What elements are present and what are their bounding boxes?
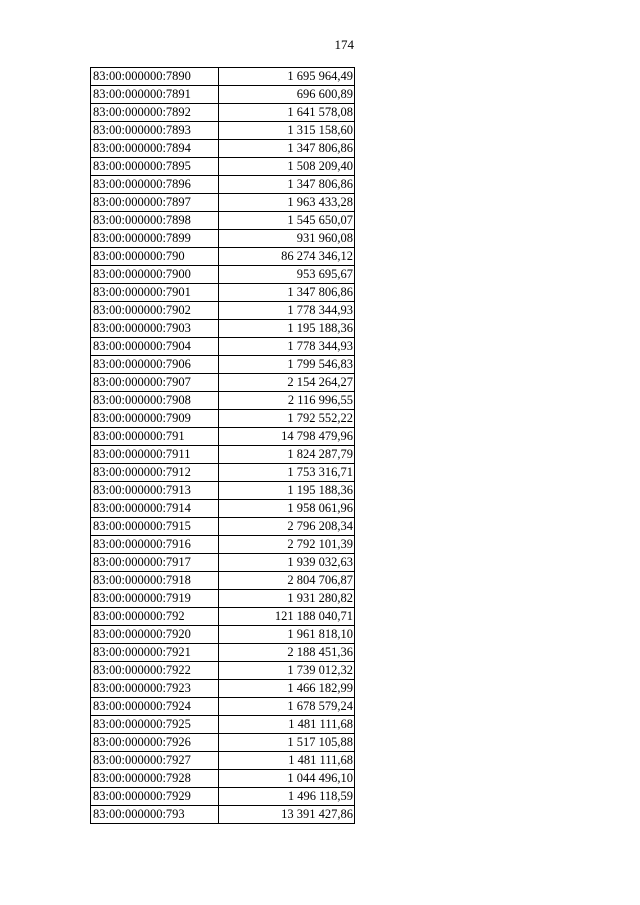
cadastral-number-cell: 83:00:000000:7909 xyxy=(91,410,219,428)
table-row xyxy=(91,428,355,446)
table-row xyxy=(91,338,355,356)
cadastral-number-cell: 83:00:000000:7898 xyxy=(91,212,219,230)
cadastral-number-cell: 83:00:000000:7894 xyxy=(91,140,219,158)
cadastral-number-cell: 83:00:000000:791 xyxy=(91,428,219,446)
value-cell: 1 315 158,60 xyxy=(219,122,355,140)
value-cell: 121 188 040,71 xyxy=(219,608,355,626)
cadastral-number-cell: 83:00:000000:7903 xyxy=(91,320,219,338)
cadastral-number-cell: 83:00:000000:7913 xyxy=(91,482,219,500)
value-cell: 86 274 346,12 xyxy=(219,248,355,266)
table-row xyxy=(91,644,355,662)
cadastral-number-cell: 83:00:000000:7893 xyxy=(91,122,219,140)
table-row xyxy=(91,626,355,644)
value-cell: 1 545 650,07 xyxy=(219,212,355,230)
cadastral-number-cell: 83:00:000000:7926 xyxy=(91,734,219,752)
table-row xyxy=(91,698,355,716)
table-row xyxy=(91,518,355,536)
table-row xyxy=(91,662,355,680)
table-row xyxy=(91,158,355,176)
value-cell: 13 391 427,86 xyxy=(219,806,355,824)
value-cell: 2 154 264,27 xyxy=(219,374,355,392)
cadastral-number-cell: 83:00:000000:7921 xyxy=(91,644,219,662)
value-cell: 1 778 344,93 xyxy=(219,302,355,320)
table-row xyxy=(91,500,355,518)
table-row xyxy=(91,284,355,302)
cadastral-number-cell: 83:00:000000:7919 xyxy=(91,590,219,608)
table-row xyxy=(91,122,355,140)
value-cell: 1 963 433,28 xyxy=(219,194,355,212)
value-cell: 1 739 012,32 xyxy=(219,662,355,680)
value-cell: 1 778 344,93 xyxy=(219,338,355,356)
value-cell: 1 481 111,68 xyxy=(219,752,355,770)
value-cell: 1 799 546,83 xyxy=(219,356,355,374)
table-row xyxy=(91,194,355,212)
value-cell: 1 481 111,68 xyxy=(219,716,355,734)
table-row xyxy=(91,212,355,230)
cadastral-number-cell: 83:00:000000:792 xyxy=(91,608,219,626)
table-row xyxy=(91,86,355,104)
cadastral-number-cell: 83:00:000000:7896 xyxy=(91,176,219,194)
value-cell: 1 931 280,82 xyxy=(219,590,355,608)
cadastral-number-cell: 83:00:000000:7912 xyxy=(91,464,219,482)
table-row xyxy=(91,482,355,500)
table-row xyxy=(91,104,355,122)
cadastral-number-cell: 83:00:000000:7915 xyxy=(91,518,219,536)
cadastral-number-cell: 83:00:000000:7922 xyxy=(91,662,219,680)
value-cell: 1 753 316,71 xyxy=(219,464,355,482)
table-row xyxy=(91,770,355,788)
cadastral-number-cell: 83:00:000000:7897 xyxy=(91,194,219,212)
table-row xyxy=(91,554,355,572)
cadastral-number-cell: 83:00:000000:7890 xyxy=(91,68,219,86)
value-cell: 1 641 578,08 xyxy=(219,104,355,122)
cadastral-number-cell: 83:00:000000:7920 xyxy=(91,626,219,644)
table-row xyxy=(91,266,355,284)
value-cell: 2 804 706,87 xyxy=(219,572,355,590)
cadastral-number-cell: 83:00:000000:7918 xyxy=(91,572,219,590)
cadastral-number-cell: 83:00:000000:7906 xyxy=(91,356,219,374)
table-row xyxy=(91,374,355,392)
cadastral-number-cell: 83:00:000000:7925 xyxy=(91,716,219,734)
cadastral-number-cell: 83:00:000000:7895 xyxy=(91,158,219,176)
value-cell: 1 347 806,86 xyxy=(219,176,355,194)
table-row xyxy=(91,392,355,410)
value-cell: 696 600,89 xyxy=(219,86,355,104)
cadastral-number-cell: 83:00:000000:7916 xyxy=(91,536,219,554)
value-cell: 1 347 806,86 xyxy=(219,140,355,158)
cadastral-number-cell: 83:00:000000:790 xyxy=(91,248,219,266)
value-cell: 1 466 182,99 xyxy=(219,680,355,698)
value-cell: 14 798 479,96 xyxy=(219,428,355,446)
value-cell: 953 695,67 xyxy=(219,266,355,284)
cadastral-number-cell: 83:00:000000:7927 xyxy=(91,752,219,770)
table-row xyxy=(91,716,355,734)
table-row xyxy=(91,806,355,824)
table-body xyxy=(91,68,355,824)
table-row xyxy=(91,320,355,338)
table-row xyxy=(91,572,355,590)
cadastral-number-cell: 83:00:000000:7928 xyxy=(91,770,219,788)
cadastral-number-cell: 83:00:000000:793 xyxy=(91,806,219,824)
value-cell: 2 116 996,55 xyxy=(219,392,355,410)
value-cell: 1 824 287,79 xyxy=(219,446,355,464)
table-row xyxy=(91,590,355,608)
value-cell: 1 678 579,24 xyxy=(219,698,355,716)
value-cell: 1 347 806,86 xyxy=(219,284,355,302)
value-cell: 2 796 208,34 xyxy=(219,518,355,536)
table-row xyxy=(91,446,355,464)
page-number: 174 xyxy=(334,37,354,52)
value-cell: 1 792 552,22 xyxy=(219,410,355,428)
cadastral-number-cell: 83:00:000000:7902 xyxy=(91,302,219,320)
table-row xyxy=(91,464,355,482)
cadastral-number-cell: 83:00:000000:7904 xyxy=(91,338,219,356)
table-row xyxy=(91,734,355,752)
value-cell: 1 695 964,49 xyxy=(219,68,355,86)
value-cell: 1 939 032,63 xyxy=(219,554,355,572)
cadastral-number-cell: 83:00:000000:7917 xyxy=(91,554,219,572)
value-cell: 1 517 105,88 xyxy=(219,734,355,752)
cadastral-value-table xyxy=(90,67,355,824)
cadastral-number-cell: 83:00:000000:7901 xyxy=(91,284,219,302)
table-row xyxy=(91,788,355,806)
table-row xyxy=(91,176,355,194)
cadastral-number-cell: 83:00:000000:7911 xyxy=(91,446,219,464)
table-row xyxy=(91,248,355,266)
cadastral-number-cell: 83:00:000000:7924 xyxy=(91,698,219,716)
cadastral-number-cell: 83:00:000000:7914 xyxy=(91,500,219,518)
table-row xyxy=(91,356,355,374)
value-cell: 2 792 101,39 xyxy=(219,536,355,554)
value-cell: 1 195 188,36 xyxy=(219,320,355,338)
cadastral-number-cell: 83:00:000000:7899 xyxy=(91,230,219,248)
table-row xyxy=(91,752,355,770)
cadastral-number-cell: 83:00:000000:7900 xyxy=(91,266,219,284)
value-cell: 1 195 188,36 xyxy=(219,482,355,500)
table-row xyxy=(91,68,355,86)
value-cell: 1 496 118,59 xyxy=(219,788,355,806)
cadastral-number-cell: 83:00:000000:7907 xyxy=(91,374,219,392)
value-cell: 2 188 451,36 xyxy=(219,644,355,662)
cadastral-number-cell: 83:00:000000:7908 xyxy=(91,392,219,410)
value-cell: 1 508 209,40 xyxy=(219,158,355,176)
table-row xyxy=(91,410,355,428)
table-row xyxy=(91,230,355,248)
table-row xyxy=(91,608,355,626)
value-cell: 1 961 818,10 xyxy=(219,626,355,644)
value-cell: 1 044 496,10 xyxy=(219,770,355,788)
table-row xyxy=(91,140,355,158)
table-row xyxy=(91,680,355,698)
cadastral-number-cell: 83:00:000000:7892 xyxy=(91,104,219,122)
cadastral-number-cell: 83:00:000000:7923 xyxy=(91,680,219,698)
value-cell: 931 960,08 xyxy=(219,230,355,248)
value-cell: 1 958 061,96 xyxy=(219,500,355,518)
table-row xyxy=(91,536,355,554)
table-row xyxy=(91,302,355,320)
cadastral-number-cell: 83:00:000000:7929 xyxy=(91,788,219,806)
cadastral-number-cell: 83:00:000000:7891 xyxy=(91,86,219,104)
